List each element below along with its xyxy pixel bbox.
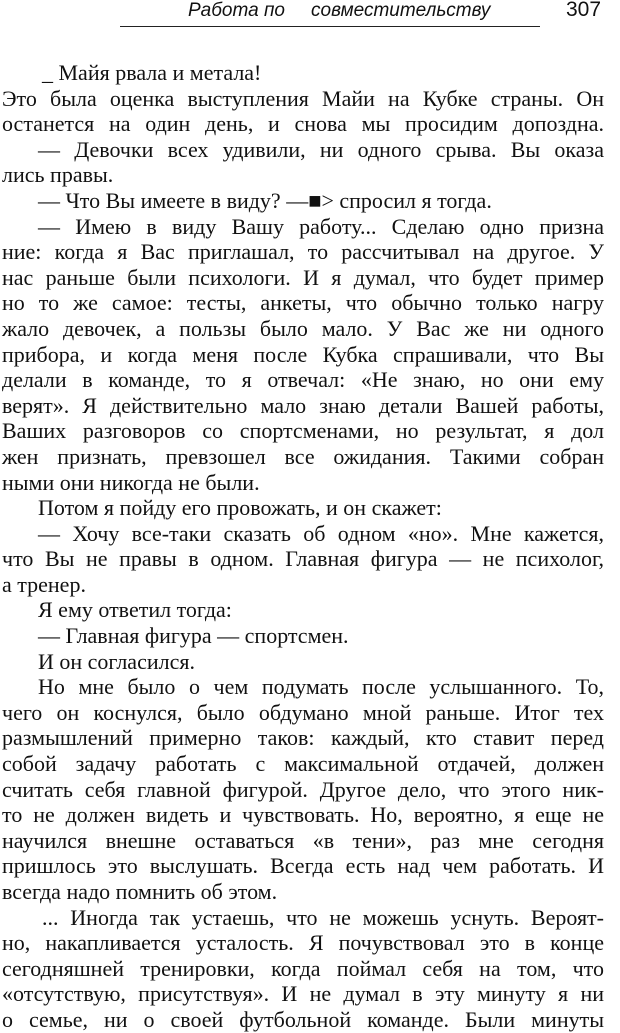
text-line: — Девочки всех удивили, ни одного срыва. Вы оказа xyxy=(38,136,604,162)
text-line: то не должен видеть и чувствовать. Но, вероятно, я еще не xyxy=(2,802,604,828)
text-line: чего он коснулся, было обдумано мной раньше. Итог тех xyxy=(2,699,604,725)
text-line: считать себя главной фигурой. Другое дело, что этого ник- xyxy=(2,776,604,802)
text-line: собой задачу работать с максимальной отдачей, должен xyxy=(2,751,604,777)
text-line: верят». Я действительно мало знаю детали Вашей работы, xyxy=(2,392,604,418)
text-line: Ваших разговоров со спортсменами, но результат, я дол xyxy=(2,418,604,444)
text-line: всегда надо помнить об этом. xyxy=(2,879,278,904)
text-line: ными они никогда не были. xyxy=(2,469,260,495)
text-line: ние: когда я Вас приглашал, то рассчитывал на другое. У xyxy=(2,239,604,265)
running-head-title-part2: совместительству xyxy=(311,0,491,21)
body-text xyxy=(2,60,604,1033)
running-head-title-part1: Работа по xyxy=(188,0,285,21)
text-line: о семье, ни о своей футбольной команде. Были минуты xyxy=(2,1006,604,1032)
text-line: жало девочек, а пользы было мало. У Вас же ни одного xyxy=(2,315,604,341)
text-line: «отсутствую, присутствуя». И не думал в эту минуту я ни xyxy=(2,981,604,1007)
text-line: останется на один день, и снова мы просидим допоздна. xyxy=(2,111,604,137)
text-line: прибора, и когда меня после Кубка спрашивали, что Вы xyxy=(2,341,604,367)
text-line: лись правы. xyxy=(2,162,114,188)
text-line: жен признать, превзошел все ожидания. Такими собран xyxy=(2,443,604,469)
text-line: Но мне было о чем подумать после услышанного. То, xyxy=(38,674,604,700)
text-line: Потом я пойду его провожать, и он скажет: xyxy=(38,495,442,521)
text-line: а тренер. xyxy=(2,571,86,597)
text-line: что Вы не правы в одном. Главная фигура — не психолог, xyxy=(2,546,604,572)
text-line: — Имею в виду Вашу работу... Сделаю одно призна xyxy=(38,213,604,239)
text-line: пришлось это выслушать. Всегда есть над чем работать. И xyxy=(2,853,604,879)
text-line: — Хочу все-таки сказать об одном «но». Мне кажется, xyxy=(38,520,604,546)
text-line: ... Иногда так устаешь, что не можешь уснуть. Вероят- xyxy=(42,904,604,930)
text-line: научился внешне оставаться «в тени», раз мне сегодня xyxy=(2,827,604,853)
text-line: сегодняшней тренировки, когда поймал себя на том, что xyxy=(2,955,604,981)
text-line: — Главная фигура — спортсмен. xyxy=(38,623,349,649)
text-line: но, накапливается усталость. Я почувствовал это в конце xyxy=(2,930,604,956)
text-line: делали в команде, то я отвечал: «Не знаю, но они ему xyxy=(2,367,604,393)
running-head xyxy=(120,0,540,27)
text-line: но то же самое: тесты, анкеты, что обычно только нагру xyxy=(2,290,604,316)
text-line: Я ему ответил тогда: xyxy=(38,597,232,623)
text-line: — Что Вы имеете в виду? —■> спросил я тогда. xyxy=(38,187,492,213)
text-line: нас раньше были психологи. И я думал, что будет пример xyxy=(2,264,604,290)
text-line: _ Майя рвала и метала! xyxy=(42,60,262,85)
text-line: размышлений примерно таков: каждый, кто ставит перед xyxy=(2,725,604,751)
text-line: И он согласился. xyxy=(38,648,195,674)
page-number: 307 xyxy=(566,0,602,21)
text-line: Это была оценка выступления Майи на Кубке страны. Он xyxy=(2,85,604,111)
